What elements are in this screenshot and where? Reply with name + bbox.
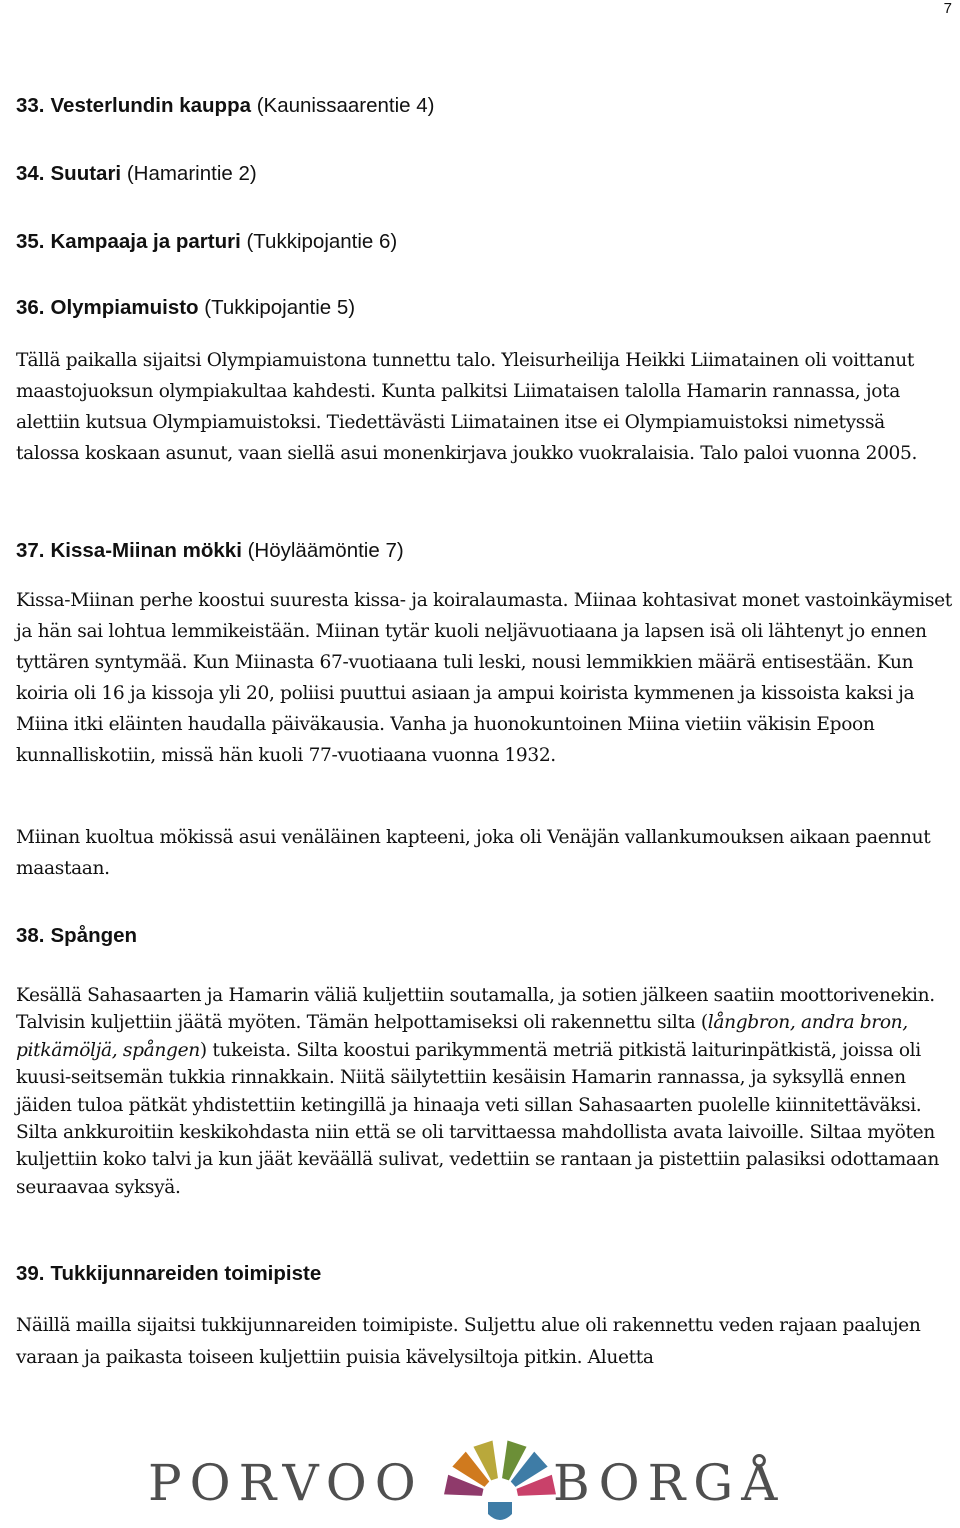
section-number: 33. [16, 94, 45, 117]
section-number: 37. [16, 539, 45, 562]
section-heading-35 [16, 228, 397, 256]
section-number: 39. [16, 1262, 45, 1285]
section-address: (Tukkipojantie 6) [246, 230, 398, 253]
city-emblem-icon [444, 1441, 556, 1520]
paragraph-text: ) tukeista. Silta koostui parikymmentä metriä pitkistä laiturinpätkistä, joissa oli kuusi-seitsemän tukkia rinnakkain. Niitä säilytettiin kesäisin Hamarin rannassa, ja syksyllä ennen jäiden tuloa pätkät yhdistettiin ketingillä ja hinaaja veti sillan Sahasaarten puolelle kiinnitettäväksi. Silta ankkuroitiin keskikohdasta niin että se oli tarvittaessa mahdollista avata laivoille. Siltaa myöten kuljettiin koko talvi ja kun jäät keväällä sulivat, vedettiin se rantaan ja pistettiin palasiksi odottamaan seuraavaa syksyä. [16, 1039, 939, 1198]
section-title: Olympiamuisto [50, 296, 199, 319]
paragraph-text: Kesällä Sahasaarten ja Hamarin väliä kuljettiin soutamalla, ja sotien jälkeen saatiin moottorivenekin. Talvisin kuljettiin jäätä myöten. Tämän helpottamiseksi oli rakennettu silta ( [16, 985, 935, 1034]
section-heading-36 [16, 294, 355, 322]
section-heading-33 [16, 92, 434, 120]
section-37-paragraph-1: Kissa-Miinan perhe koostui suuresta kissa- ja koiralaumasta. Miinaa kohtasivat monet vastoinkäymiset ja hän sai lohtua lemmikeistään. Miinan tytär kuoli neljävuotiaana ja lapsen isä oli lähtenyt jo ennen tyttären syntymää. Kun Miinasta 67-vuotiaana tuli leski, nousi lemmikkien määrä entisestään. Kun koiria oli 16 ja kissoja yli 20, poliisi puuttui asiaan ja ampui koirista kymmenen ja kissoista kaksi ja Miina itki eläinten haudalla päiväkausia. Vanha ja huonokuntoinen Miina vietiin väkisin Epoon kunnalliskotiin, missä hän kuoli 77-vuotiaana vuonna 1932. [16, 590, 952, 766]
italic-bridge-names: långbron, andra bron, pitkämöljä, spången [16, 1012, 908, 1061]
section-heading-34 [16, 160, 257, 188]
section-title: Vesterlundin kauppa [50, 94, 251, 117]
section-title: Tukkijunnareiden toimipiste [50, 1262, 322, 1285]
section-address: (Hamarintie 2) [126, 162, 257, 185]
section-title: Kampaaja ja parturi [50, 230, 241, 253]
section-37-paragraph-2: Miinan kuoltua mökissä asui venäläinen kapteeni, joka oli Venäjän vallankumouksen aikaan paennut maastaan. [16, 827, 931, 879]
section-address: (Höyläämöntie 7) [247, 539, 404, 562]
section-number: 34. [16, 162, 45, 185]
section-title: Suutari [50, 162, 122, 185]
logo-graphic [148, 1434, 828, 1524]
section-39-paragraph: Näillä mailla sijaitsi tukkijunnareiden toimipiste. Suljettu alue oli rakennettu veden rajaan paalujen varaan ja paikasta toiseen kuljettiin puisia kävelysiltoja pitkin. Aluetta [16, 1315, 921, 1368]
section-heading-38 [16, 922, 137, 950]
section-heading-39 [16, 1260, 321, 1288]
porvoo-borga-logo [148, 1434, 828, 1528]
page-number: 7 [943, 0, 952, 17]
section-title: Spången [50, 924, 138, 947]
logo-text-porvoo: PORVOO [148, 1454, 424, 1512]
section-36-paragraph: Tällä paikalla sijaitsi Olympiamuistona tunnettu talo. Yleisurheilija Heikki Liimatainen oli voittanut maastojuoksun olympiakultaa kahdesti. Kunta palkitsi Liimataisen talolla Hamarin rannassa, jota alettiin kutsua Olympiamuistoksi. Tiedettävästi Liimatainen itse ei Olympiamuistoksi nimetyssä talossa koskaan asunut, vaan siellä asui monenkirjava joukko vuokralaisia. Talo paloi vuonna 2005. [16, 350, 918, 464]
section-number: 36. [16, 296, 45, 319]
section-title: Kissa-Miinan mökki [50, 539, 242, 562]
section-heading-37 [16, 537, 404, 565]
section-address: (Tukkipojantie 5) [204, 296, 356, 319]
section-number: 35. [16, 230, 45, 253]
section-number: 38. [16, 924, 45, 947]
logo-text-borga: BORGÅ [553, 1454, 786, 1512]
section-38-paragraph [16, 982, 952, 1201]
emblem-shield [488, 1502, 512, 1520]
section-address: (Kaunissaarentie 4) [256, 94, 435, 117]
